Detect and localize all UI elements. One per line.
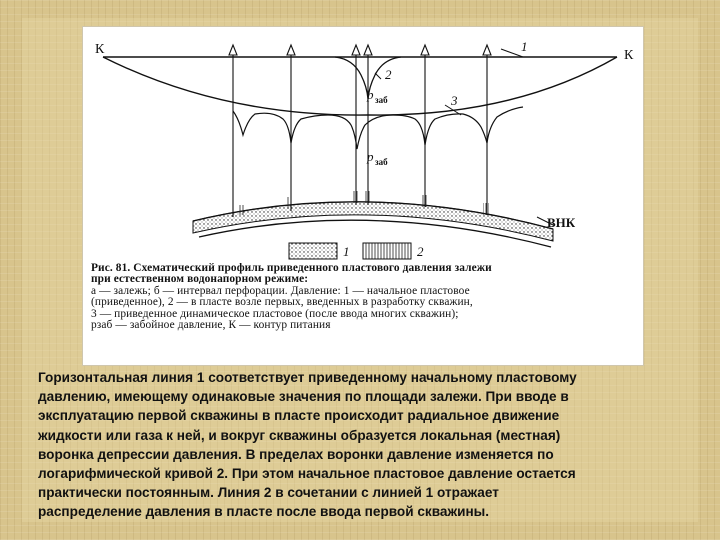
caption-line: pзаб — забойное давление, К — контур питания	[91, 319, 331, 332]
legend-label-1: 1	[343, 244, 350, 259]
contour-right-label: К	[624, 48, 634, 63]
dynamic-pressure-curve	[103, 57, 617, 115]
caption-title: Рис. 81. Схематический профиль приведенного пластового давления залежи	[91, 262, 492, 274]
caption-subtitle: при естественном водонапорном режиме:	[91, 273, 309, 286]
caption-line: (приведенное), 2 — в пласте возле первых, введенных в разработку скважин,	[91, 296, 473, 309]
body-line: давлению, имеющему одинаковые значения по площади залежи. При вводе в	[38, 389, 569, 405]
body-line: практически постоянным. Линия 2 в сочетании с линией 1 отражает	[38, 485, 499, 501]
figure-image	[82, 26, 644, 366]
body-line: эксплуатацию первой скважины в пласте происходит радиальное движение	[38, 408, 560, 424]
well-funnels	[233, 107, 523, 149]
body-line: жидкости или газа к ней, и вокруг скважины образуется локальная (местная)	[38, 427, 561, 443]
caption-line: а — залежь; б — интервал перфорации. Давление: 1 — начальное пластовое	[91, 284, 470, 297]
legend-swatch-1	[289, 243, 337, 259]
p-zab-upper-label: р	[367, 87, 374, 102]
body-paragraph	[38, 368, 688, 522]
wells	[229, 45, 491, 217]
vnk-label: ВНК	[547, 215, 576, 230]
p-zab-lower-label: р	[367, 149, 374, 164]
legend-swatch-2	[363, 243, 411, 259]
line-2-label: 2	[385, 67, 392, 82]
body-line: воронка депрессии давления. В пределах воронки давление изменяется по	[38, 446, 554, 462]
line-3-label: 3	[451, 93, 458, 108]
line-1-label: 1	[521, 39, 528, 54]
p-zab-upper-sub: заб	[375, 95, 388, 105]
body-line: логарифмической кривой 2. При этом начальное пластовое давление остается	[38, 466, 576, 482]
body-line: распределение давления в пласте после ввода первой скважины.	[38, 504, 490, 520]
caption-line: 3 — приведенное динамическое пластовое (после ввода многих скважин);	[91, 307, 459, 320]
legend-label-2: 2	[417, 244, 424, 259]
contour-left-label: К	[95, 42, 105, 57]
figure-caption	[91, 263, 637, 331]
p-zab-lower-sub: заб	[375, 157, 388, 167]
body-line: Горизонтальная линия 1 соответствует приведенному начальному пластовому	[38, 370, 577, 385]
